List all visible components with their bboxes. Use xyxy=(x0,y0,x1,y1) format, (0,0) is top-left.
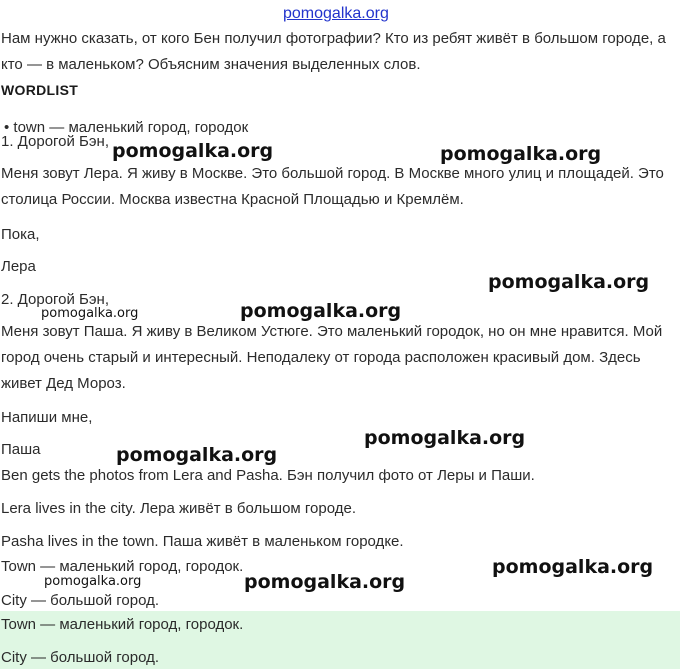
answer-2: Lera lives in the city. Лера живёт в большом городе. xyxy=(1,500,357,517)
definition-town: Town — маленький город, городок. xyxy=(1,558,244,575)
highlight-city: City — большой город. xyxy=(1,649,160,666)
wordlist-heading: WORDLIST xyxy=(1,82,79,98)
letter2-body: Меня зовут Паша. Я живу в Великом Устюге. Это маленький городок, но он мне нравится. Мой город очень старый и интересный. Неподалеку от города расположен красивый дом. Здесь живет Дед Мороз. xyxy=(1,323,663,392)
site-title[interactable]: pomogalka.org xyxy=(283,5,389,22)
letter1-greeting: 1. Дорогой Бэн, xyxy=(1,133,110,150)
letter1-closing: Пока, xyxy=(1,226,40,243)
highlight-town: Town — маленький город, городок. xyxy=(1,616,244,633)
letter1-body: Меня зовут Лера. Я живу в Москве. Это большой город. В Москве много улиц и площадей. Это столица России. Москва известна Красной Площадью и Кремлём. xyxy=(1,165,664,208)
answer-1: Ben gets the photos from Lera and Pasha. Бэн получил фото от Леры и Паши. xyxy=(1,467,535,484)
watermark: pomogalka.org xyxy=(112,140,274,162)
watermark: pomogalka.org xyxy=(41,306,139,321)
watermark: pomogalka.org xyxy=(240,300,402,322)
watermark: pomogalka.org xyxy=(488,271,650,293)
watermark: pomogalka.org xyxy=(44,574,142,589)
task-text: Нам нужно сказать, от кого Бен получил фотографии? Кто из ребят живёт в большом городе, а кто — в маленьком? Объясним значения выделенных слов. xyxy=(1,30,666,73)
letter2-closing: Напиши мне, xyxy=(1,409,93,426)
watermark: pomogalka.org xyxy=(244,571,406,593)
letter2-greeting: 2. Дорогой Бэн, xyxy=(1,291,110,308)
watermark: pomogalka.org xyxy=(116,444,278,466)
answer-3: Pasha lives in the town. Паша живёт в маленьком городке. xyxy=(1,533,404,550)
watermark: pomogalka.org xyxy=(492,556,654,578)
definition-city: City — большой город. xyxy=(1,592,160,609)
letter2-signature: Паша xyxy=(1,441,41,458)
wordlist-clipped-line: • town — маленький город, городок xyxy=(4,119,249,136)
watermark: pomogalka.org xyxy=(364,427,526,449)
watermark: pomogalka.org xyxy=(440,143,602,165)
letter1-signature: Лера xyxy=(1,258,36,275)
